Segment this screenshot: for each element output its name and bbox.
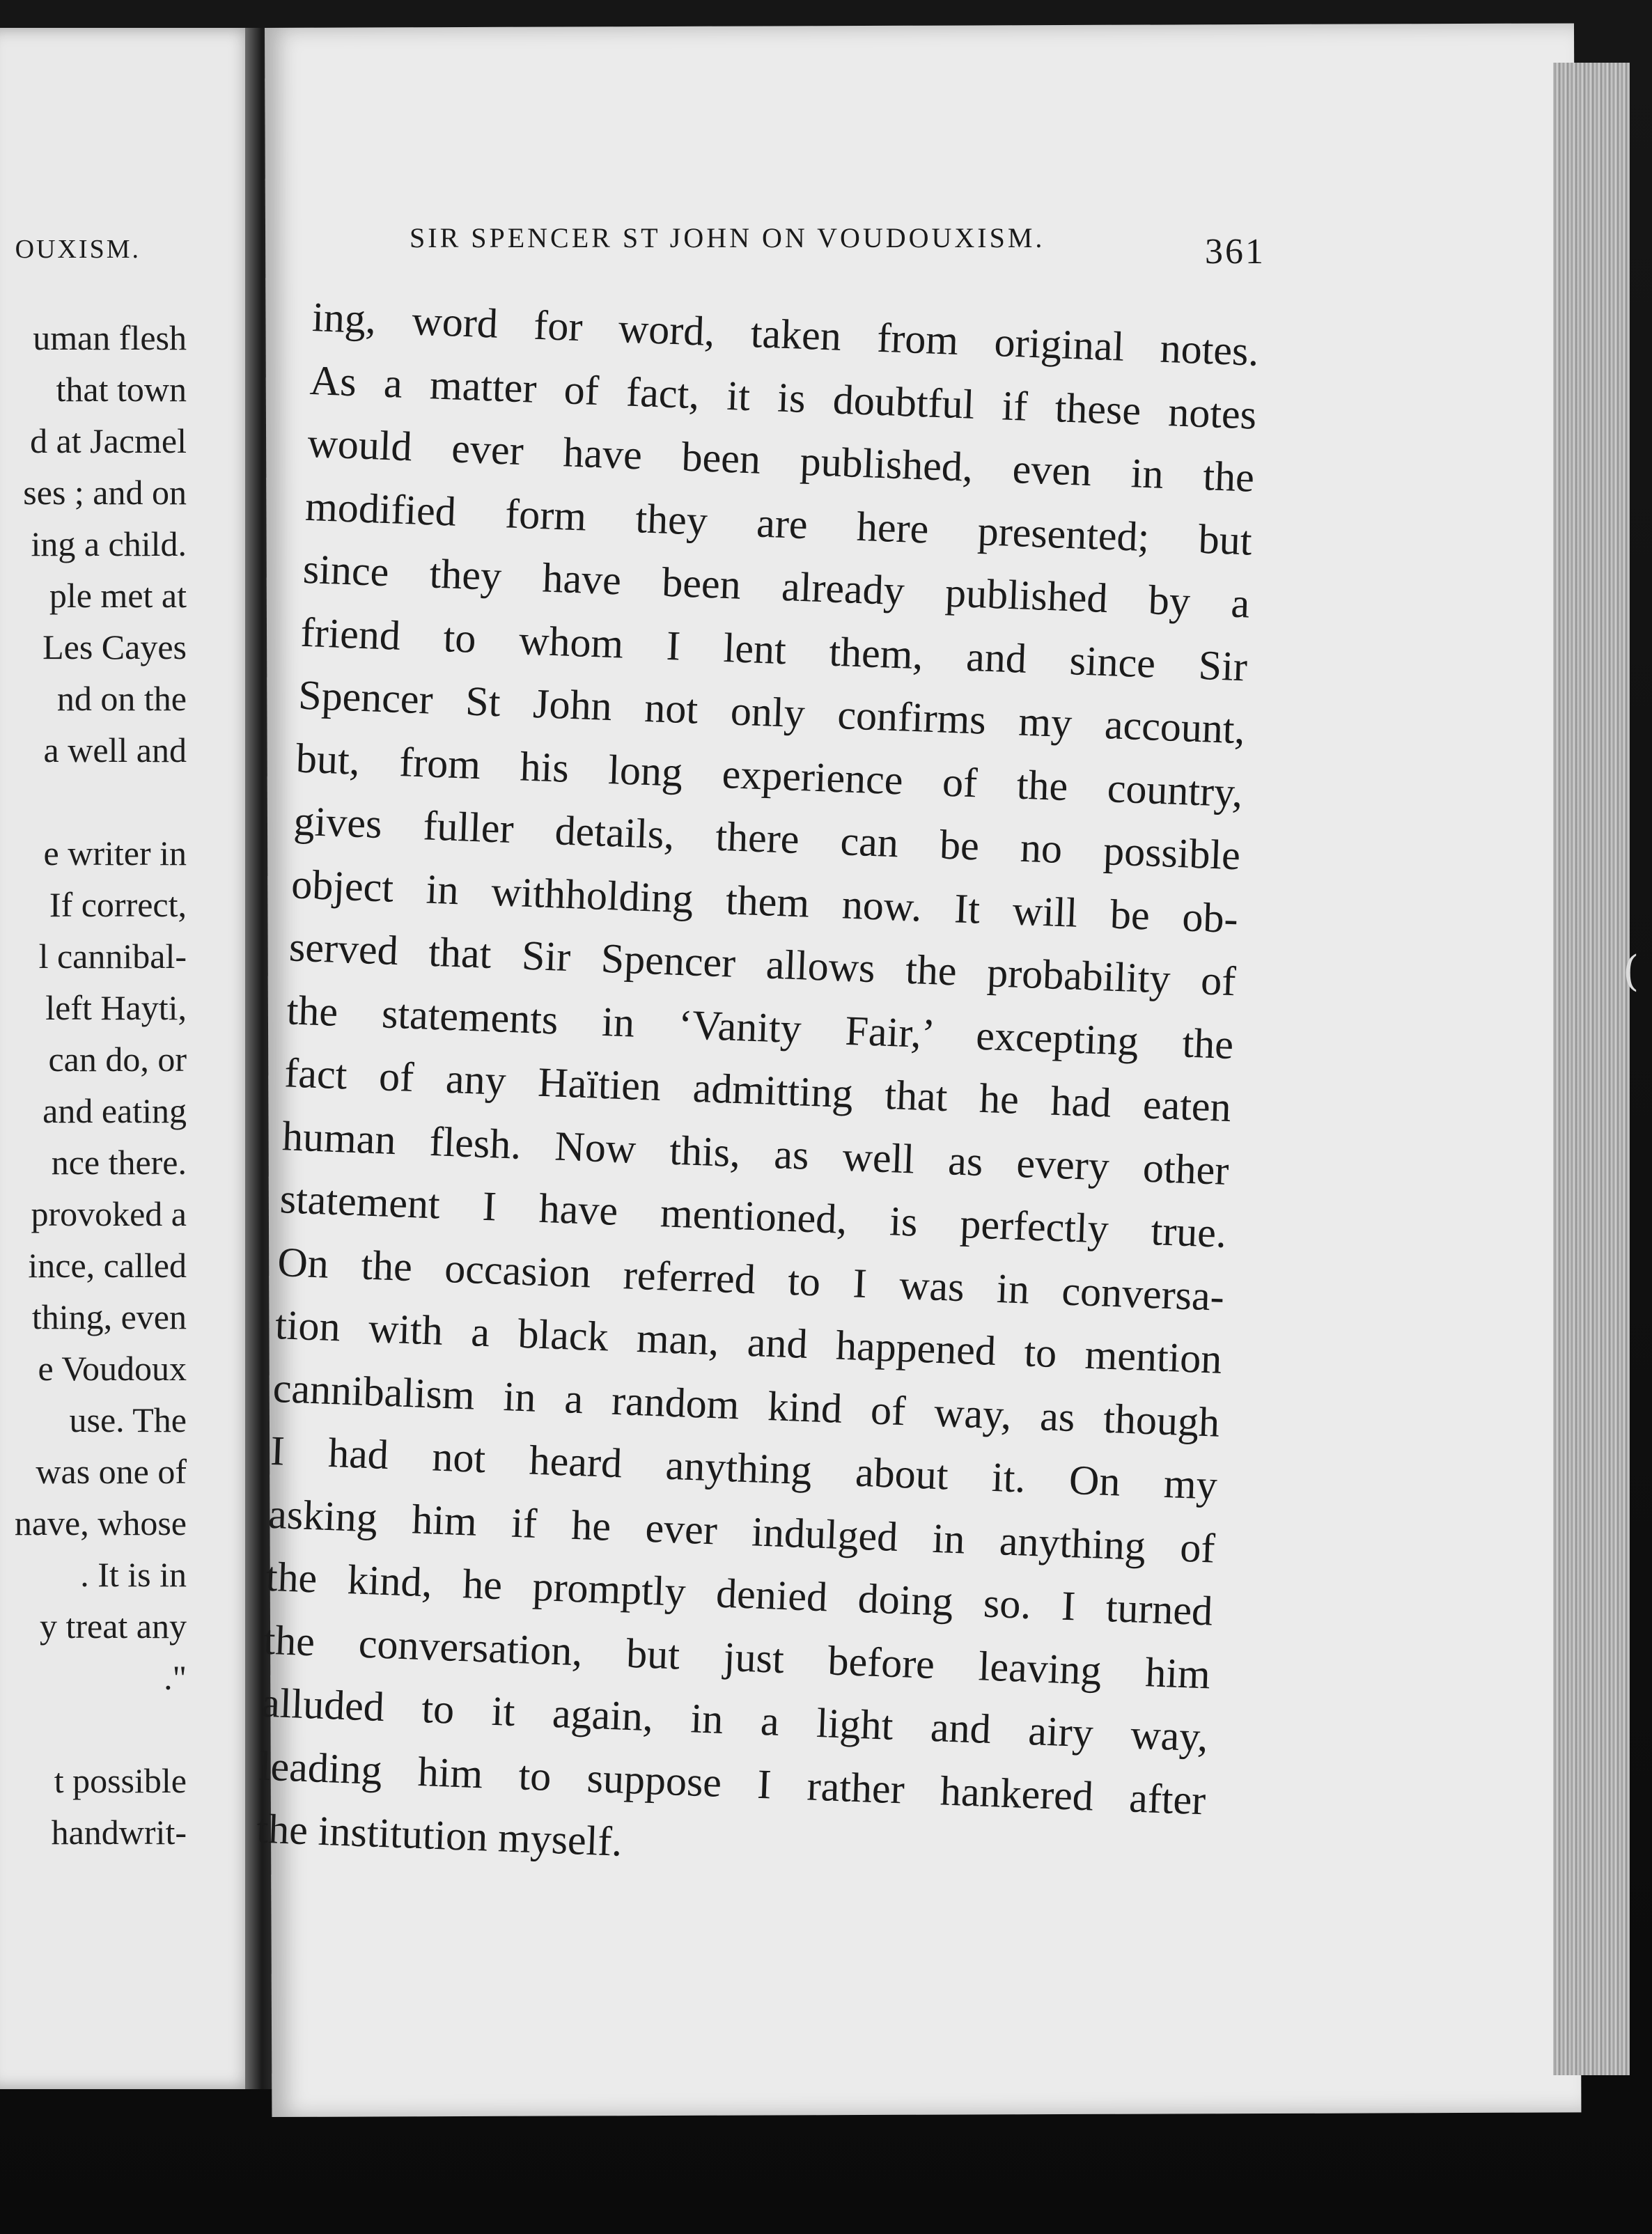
left-text-line: e writer in: [43, 834, 187, 873]
text-line: gives fuller details, there can be no possible: [293, 797, 1242, 879]
left-text-line: nce there.: [51, 1143, 187, 1182]
running-head: SIR SPENCER ST JOHN ON VOUDOUXISM.: [410, 222, 1045, 253]
left-text-line: left Hayti,: [45, 988, 187, 1027]
scan-mark: (: [1623, 947, 1639, 996]
text-line: cannibalism in a random kind of way, as though: [272, 1364, 1221, 1446]
left-text-line: ple met at: [49, 576, 187, 615]
left-page-text: [15, 312, 187, 1858]
left-text-line: e Voudoux: [38, 1349, 187, 1388]
left-text-line: nd on the: [56, 679, 187, 718]
text-line: modified form they are here presented; but: [304, 483, 1253, 564]
left-text-line: was one of: [36, 1452, 187, 1491]
paragraph-gap: [15, 1703, 187, 1755]
left-text-line: uman flesh: [33, 318, 187, 357]
text-line: served that Sir Spencer allows the probability of: [288, 923, 1237, 1005]
left-text-line: .": [164, 1658, 187, 1697]
left-text-line: thing, even: [31, 1297, 187, 1336]
left-text-line: and eating: [42, 1091, 187, 1130]
left-text-line: provoked a: [31, 1194, 187, 1233]
text-line: Spencer St John not only confirms my account,: [297, 671, 1246, 753]
text-line: the statements in ‘Vanity Fair,’ excepting the: [286, 986, 1235, 1068]
text-line: friend to whom I lent them, and since Sir: [299, 609, 1249, 689]
text-line: On the occasion referred to I was in conversa-: [276, 1238, 1225, 1320]
left-text-line: handwrit-: [51, 1813, 187, 1852]
text-line: the kind, he promptly denied doing so. I turned: [265, 1553, 1214, 1634]
left-text-line: a well and: [43, 731, 187, 770]
left-text-line: t possible: [54, 1761, 187, 1800]
left-text-line: that town: [56, 370, 187, 409]
left-text-line: l cannibal-: [38, 937, 187, 976]
text-line: I had not heard anything about it. On my: [270, 1427, 1218, 1508]
text-line: asking him if he ever indulged in anything of: [267, 1490, 1216, 1572]
text-line: As a matter of fact, it is doubtful if these notes: [309, 357, 1258, 438]
left-page: [0, 28, 259, 2089]
text-line: the institution myself.: [256, 1805, 623, 1865]
body-text: [256, 286, 1260, 1895]
left-text-line: can do, or: [48, 1040, 187, 1079]
text-line: statement I have mentioned, is perfectly true.: [279, 1175, 1228, 1256]
left-text-line: nave, whose: [14, 1503, 187, 1542]
text-line: fact of any Haïtien admitting that he had eaten: [283, 1049, 1232, 1131]
page-edges: [1553, 63, 1630, 2075]
paragraph-gap: [15, 776, 187, 827]
left-text-line: ince, called: [28, 1246, 187, 1285]
text-line: alluded to it again, in a light and airy way,: [260, 1679, 1209, 1760]
page-number: 361: [1205, 232, 1265, 272]
text-line: human flesh. Now this, as well as every other: [281, 1112, 1230, 1194]
text-line: but, from his long experience of the country,: [295, 735, 1244, 815]
text-line: leading him to suppose I rather hankered after: [258, 1742, 1207, 1823]
left-text-line: If correct,: [49, 885, 187, 924]
text-line: the conversation, but just before leaving him: [263, 1616, 1212, 1698]
text-line: tion with a black man, and happened to mention: [274, 1302, 1223, 1382]
left-text-line: ing a child.: [31, 524, 187, 563]
left-text-line: y treat any: [39, 1607, 187, 1646]
left-text-line: d at Jacmel: [30, 421, 187, 460]
left-text-line: Les Cayes: [42, 627, 187, 666]
text-line: since they have been already published by a: [302, 545, 1251, 627]
left-running-head: OUXISM.: [15, 235, 141, 264]
left-text-line: ses ; and on: [23, 473, 187, 512]
text-line: would ever have been published, even in the: [306, 419, 1256, 501]
left-text-line: use. The: [69, 1400, 187, 1439]
text-line: ing, word for word, taken from original notes.: [311, 293, 1260, 375]
text-line: object in withholding them now. It will be ob-: [290, 860, 1239, 942]
left-text-line: . It is in: [80, 1555, 187, 1594]
